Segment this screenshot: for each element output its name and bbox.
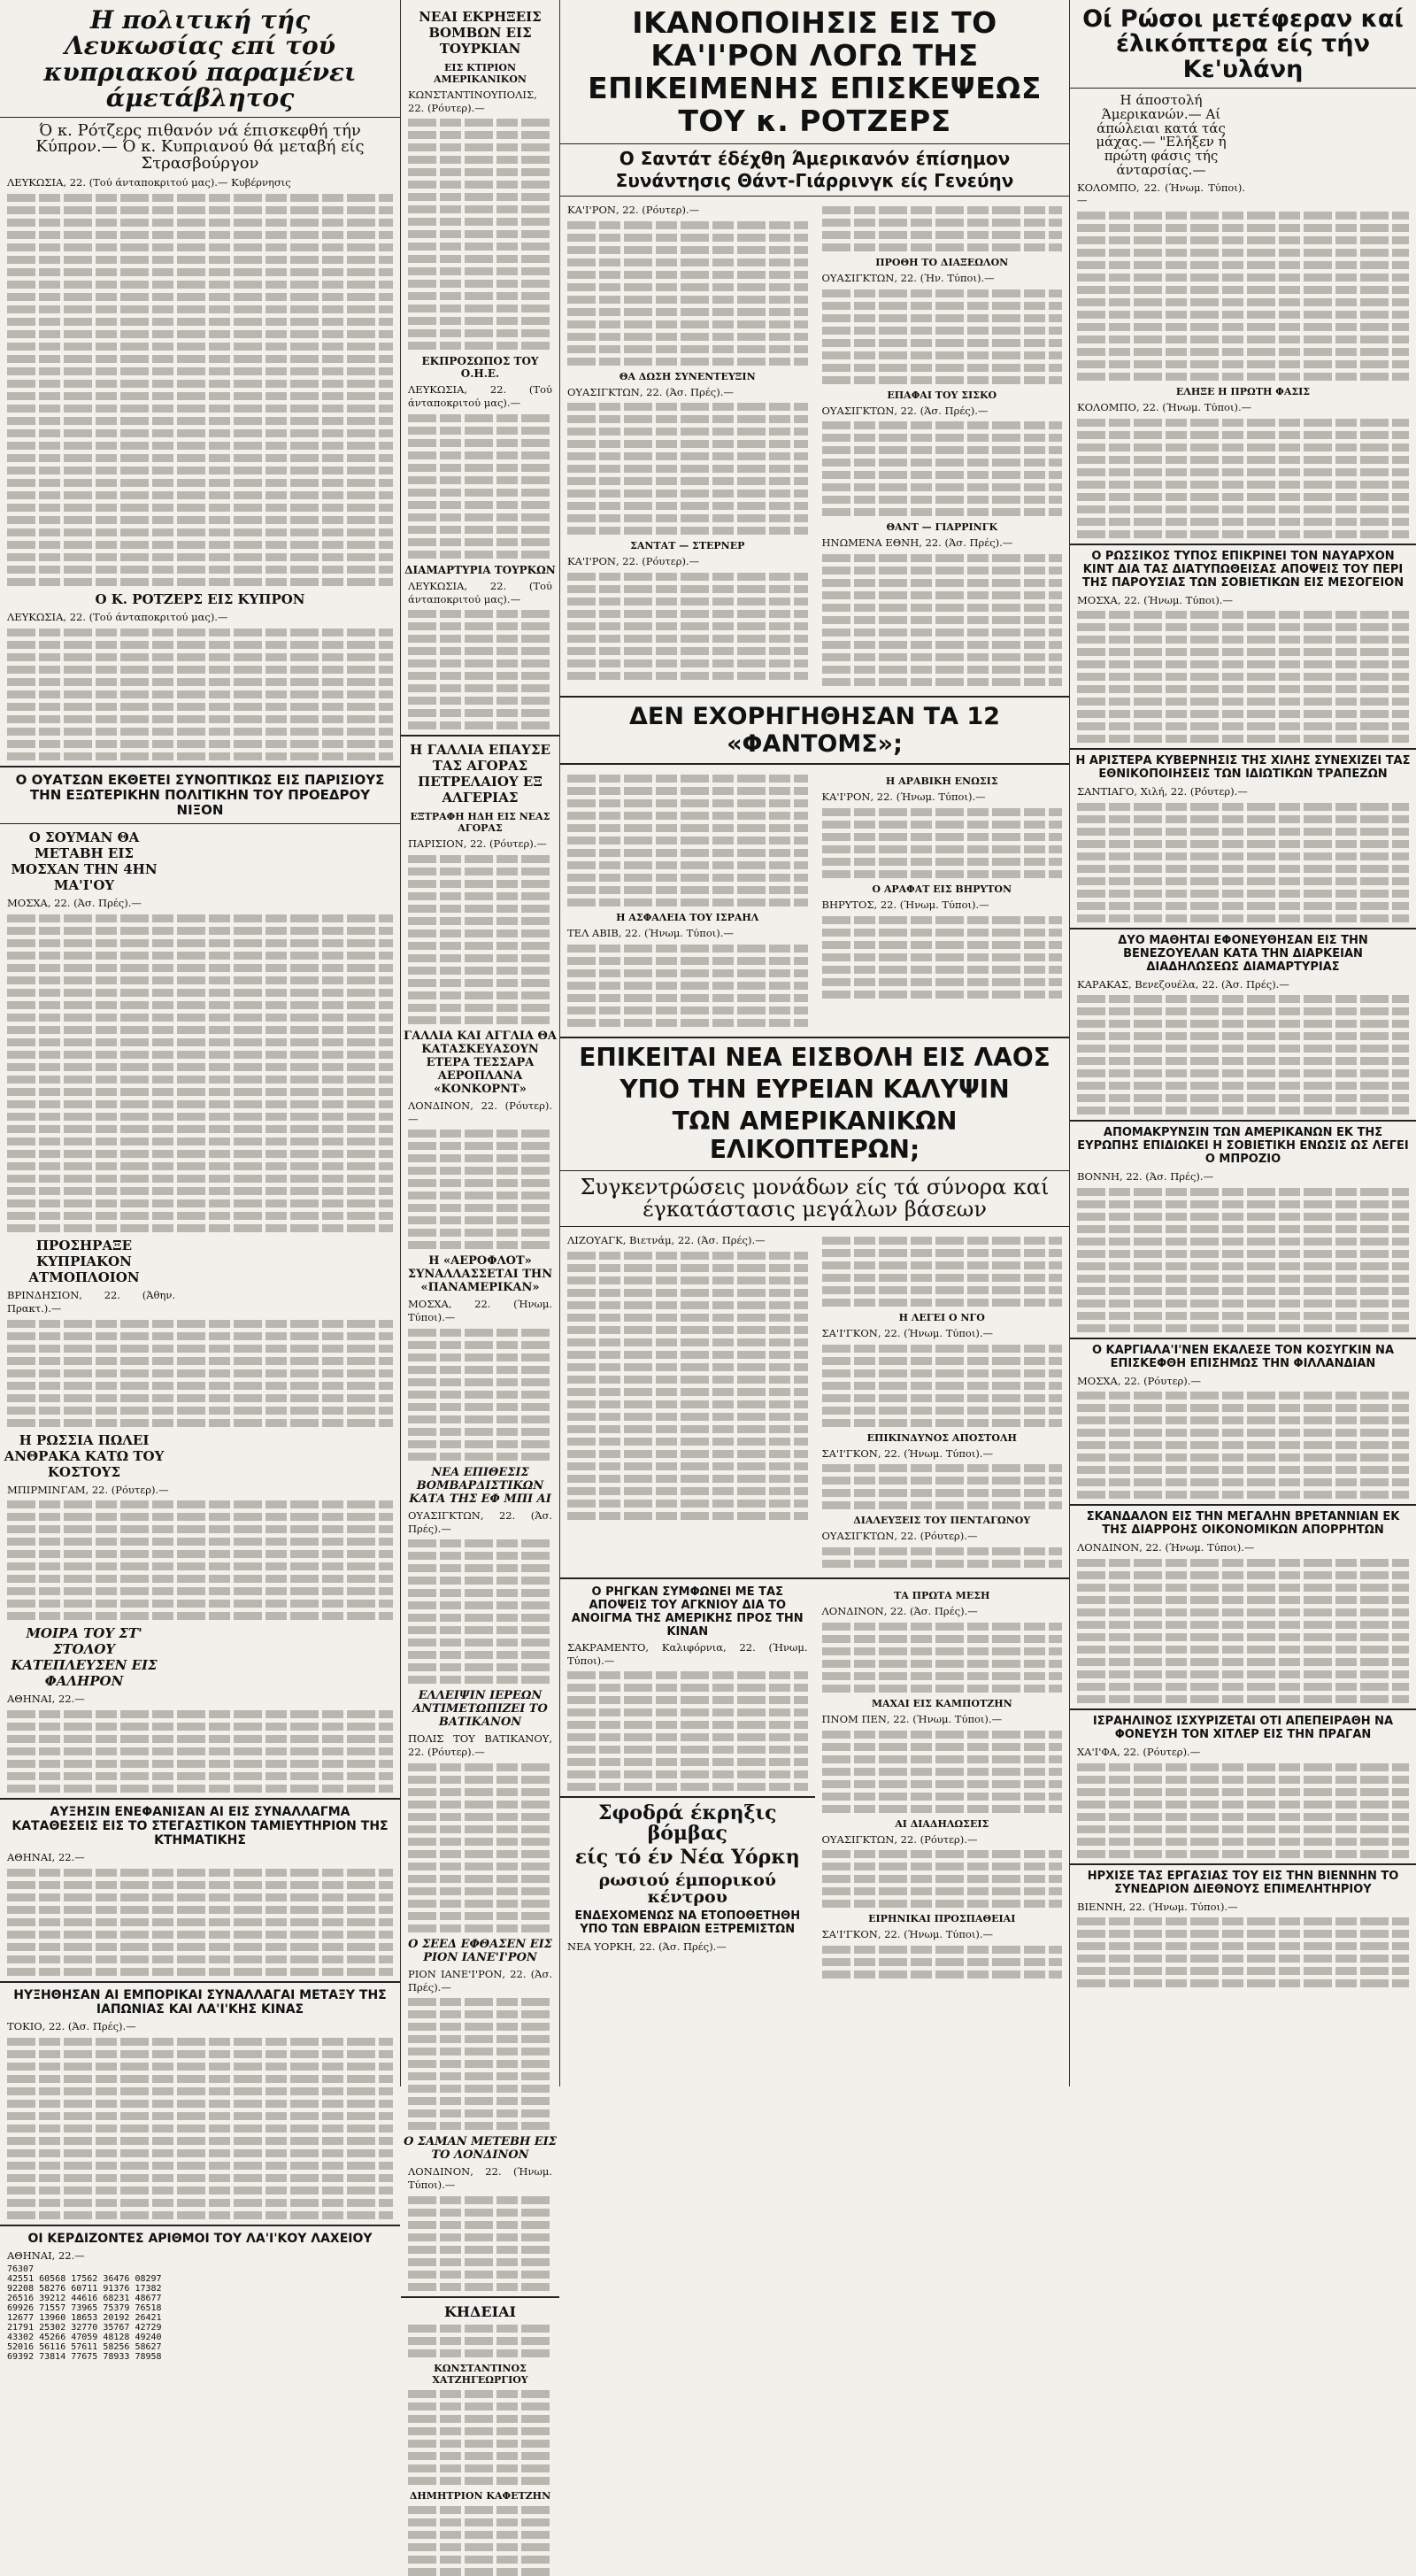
table-cell: 17562 bbox=[71, 2273, 98, 2284]
article-body bbox=[815, 1345, 1070, 1427]
section-heading: Ο ΣΕΕΔ ΕΦΘΑΣΕΝ ΕΙΣ ΡΙΟΝ ΙΑΝΕ'Ι'ΡΟΝ bbox=[408, 1937, 552, 1964]
article-body bbox=[1070, 1917, 1416, 1987]
section-dateline: ΟΥΑΣΙΓΚΤΩΝ, 22. (Άσ. Πρές).— bbox=[567, 385, 734, 398]
section-dateline: ΛΟΝΔΙΝΟΝ, 22. (Ήνωμ. Τύποι).— bbox=[1077, 1541, 1255, 1554]
section-dateline: ΒΟΝΝΗ, 22. (Άσ. Πρές).— bbox=[1077, 1170, 1214, 1184]
banner2-line-1: ΕΠΙΚΕΙΤΑΙ ΝΕΑ ΕΙΣΒΟΛΗ ΕΙΣ ΛΑΟΣ bbox=[579, 1042, 1050, 1072]
col1-subhead: Ό κ. Ρότζερς πιθανόν νά έπισκεφθή τήν Κύπρον.— Ό κ. Κυπριανού θά μεταβή είς Στρασβούργον bbox=[35, 120, 365, 174]
wide-heading: ΗΡΧΙΣΕ ΤΑΣ ΕΡΓΑΣΙΑΣ ΤΟΥ ΕΙΣ ΤΗΝ ΒΙΕΝΝΗΝ ΤΟ ΣΥΝΕΔΡΙΟΝ ΔΙΕΘΝΟΥΣ ΕΠΙΜΕΛΗΤΗΡΙΟΥ bbox=[1087, 1869, 1399, 1896]
section-dateline: ΣΑ'Ι'ΓΚΟΝ, 22. (Ήνωμ. Τύποι).— bbox=[821, 1928, 994, 1941]
table-cell: 78933 bbox=[103, 2351, 130, 2362]
section-heading: ΕΛΛΕΙΨΙΝ ΙΕΡΕΩΝ ΑΝΤΙΜΕΤΩΠΙΖΕΙ ΤΟ ΒΑΤΙΚΑΝΟΝ bbox=[412, 1689, 548, 1730]
table-cell: 49240 bbox=[135, 2332, 162, 2342]
section-dateline: ΧΑ'Ι'ΦΑ, 22. (Ρόυτερ).— bbox=[1077, 1745, 1201, 1758]
section-dateline: ΑΘΗΝΑΙ, 22.— bbox=[7, 1851, 85, 1864]
section-heading: ΜΑΧΑΙ ΕΙΣ ΚΑΜΠΟΤΖΗΝ bbox=[871, 1697, 1012, 1709]
table-row bbox=[7, 2323, 167, 2333]
section-dateline: ΣΑΝΤΙΑΓΟ, Χιλή, 22. (Ρόυτερ).— bbox=[1077, 785, 1248, 798]
section-dateline: ΡΙΟΝ ΙΑΝΕ'Ι'ΡΟΝ, 22. (Άσ. Πρές).— bbox=[408, 1967, 552, 1994]
article-body bbox=[560, 775, 815, 906]
article-body bbox=[1070, 803, 1416, 922]
section-heading: Η ΛΕΓΕΙ Ο ΝΓΟ bbox=[898, 1311, 985, 1323]
article-body bbox=[401, 414, 559, 559]
article-body bbox=[0, 2038, 400, 2219]
table-cell: 56116 bbox=[39, 2341, 66, 2352]
section-dateline: ΚΑΡΑΚΑΣ, Βενεζουέλα, 22. (Άσ. Πρές).— bbox=[1077, 977, 1289, 991]
banner2-line-3: ΤΩΝ ΑΜΕΡΙΚΑΝΙΚΩΝ ΕΛΙΚΟΠΤΕΡΩΝ; bbox=[672, 1107, 958, 1165]
table-cell: 91376 bbox=[103, 2283, 130, 2294]
article-body bbox=[815, 1731, 1070, 1813]
article-body bbox=[1070, 1392, 1416, 1499]
table-cell: 73814 bbox=[39, 2351, 66, 2362]
wide-heading: ΟΙ ΚΕΡΔΙΖΟΝΤΕΣ ΑΡΙΘΜΟΙ ΤΟΥ ΛΑ'Ι'ΚΟΥ ΛΑΧΕΙΟΥ bbox=[27, 2231, 373, 2246]
section-heading: ΜΟΙΡΑ ΤΟΥ ΣΤ' ΣΤΟΛΟΥ ΚΑΤΕΠΛΕΥΣΕΝ ΕΙΣ ΦΑΛΗΡΟΝ bbox=[11, 1625, 158, 1690]
article-body bbox=[401, 119, 559, 350]
banner-headline: ΔΕΝ ΕΧΟΡΗΓΗΘΗΣΑΝ ΤΑ 12 «ΦΑΝΤΟΜΣ»; bbox=[629, 702, 1000, 759]
table-row bbox=[7, 2264, 167, 2274]
table-cell: 60568 bbox=[39, 2273, 66, 2284]
section-dateline: ΒΙΕΝΝΗ, 22. (Ήνωμ. Τύποι).— bbox=[1077, 1900, 1238, 1913]
table-row bbox=[7, 2274, 167, 2284]
section-dateline: ΛΙΖΟΥΑΓΚ, Βιετνάμ, 22. (Άσ. Πρές).— bbox=[567, 1233, 766, 1246]
table-cell: 32770 bbox=[71, 2322, 98, 2333]
article-body bbox=[815, 916, 1070, 999]
section-dateline: ΠΑΡΙΣΙΟΝ, 22. (Ρόυτερ).— bbox=[408, 837, 547, 851]
table-cell: 47059 bbox=[71, 2332, 98, 2342]
section-heading: ΓΑΛΛΙΑ ΚΑΙ ΑΓΓΛΙΑ ΘΑ ΚΑΤΑΣΚΕΥΑΣΟΥΝ ΕΤΕΡΑ ΤΕΣΣΑΡΑ ΑΕΡΟΠΛΑΝΑ «ΚΟΝΚΟΡΝΤ» bbox=[404, 1030, 557, 1097]
article-body bbox=[0, 194, 400, 586]
table-cell bbox=[135, 2264, 166, 2274]
section-heading: ΑΙ ΔΙΑΔΗΛΩΣΕΙΣ bbox=[895, 1817, 989, 1830]
article-body bbox=[560, 945, 815, 1027]
section-dateline: ΒΗΡΥΤΟΣ, 22. (Ήνωμ. Τύποι).— bbox=[821, 898, 989, 911]
article-body bbox=[815, 1623, 1070, 1693]
section-dateline: ΣΑ'Ι'ΓΚΟΝ, 22. (Ήνωμ. Τύποι).— bbox=[821, 1326, 994, 1339]
section-heading: ΝΕΑ ΕΠΙΘΕΣΙΣ ΒΟΜΒΑΡΔΙΣΤΙΚΩΝ ΚΑΤΑ ΤΗΣ ΕΦ ΜΠΙ ΑΙ bbox=[409, 1465, 551, 1506]
article-body bbox=[401, 1763, 559, 1932]
article-body bbox=[560, 403, 815, 535]
section-heading: Η «ΑΕΡΟΦΛΟΤ» ΣΥΝΑΛΛΑΣΣΕΤΑΙ ΤΗΝ «ΠΑΝΑΜΕΡΙΚΑΝ» bbox=[407, 1254, 553, 1295]
table-cell: 42729 bbox=[135, 2322, 162, 2333]
article-body bbox=[560, 1252, 815, 1520]
column-4 bbox=[1070, 0, 1416, 2086]
article-body bbox=[815, 421, 1070, 516]
table-cell: 42551 bbox=[7, 2273, 35, 2284]
wide-heading: ΑΥΞΗΣΙΝ ΕΝΕΦΑΝΙΣΑΝ ΑΙ ΕΙΣ ΣΥΝΑΛΛΑΓΜΑ ΚΑΤΑΘΕΣΕΙΣ ΕΙΣ ΤΟ ΣΤΕΓΑΣΤΙΚΟΝ ΤΑΜΙΕΥΤΗΡΙΟΝ ΤΗΣ ΚΤΗΜΑΤΙΚΗΣ bbox=[12, 1805, 389, 1848]
section-heading: Ο ΣΟΥΜΑΝ ΘΑ ΜΕΤΑΒΗ ΕΙΣ ΜΟΣΧΑΝ ΤΗΝ 4ΗΝ ΜΑ'Ι'ΟΥ bbox=[11, 829, 158, 894]
article-body bbox=[815, 289, 1070, 384]
table-cell: 26421 bbox=[135, 2312, 162, 2323]
section-dateline: ΠΝΟΜ ΠΕΝ, 22. (Ήνωμ. Τύποι).— bbox=[821, 1712, 1003, 1725]
article-body bbox=[1070, 1763, 1416, 1858]
section-dateline: ΜΟΣΧΑ, 22. (Άσ. Πρές).— bbox=[7, 897, 142, 910]
column-2 bbox=[401, 0, 559, 2502]
table-cell: 43302 bbox=[7, 2332, 35, 2342]
table-row bbox=[7, 2313, 167, 2323]
col1-dateline: ΛΕΥΚΩΣΙΑ, 22. (Τού άνταποκριτού μας).— Κυβέρνησις bbox=[7, 176, 291, 189]
table-cell: 60711 bbox=[71, 2283, 98, 2294]
section-dateline: ΛΟΝΔΙΝΟΝ, 22. (Ρόυτερ).— bbox=[408, 1099, 552, 1125]
article-body bbox=[815, 554, 1070, 686]
article-body bbox=[401, 1998, 559, 2130]
table-row bbox=[7, 2352, 167, 2362]
section-heading: ΕΠΑΦΑΙ ΤΟΥ ΣΙΣΚΟ bbox=[887, 389, 997, 401]
table-cell: 76518 bbox=[135, 2302, 162, 2313]
section-heading: Ο ΣΑΜΑΝ ΜΕΤΕΒΗ ΕΙΣ ΤΟ ΛΟΝΔΙΝΟΝ bbox=[404, 2135, 557, 2163]
bomb-subhead: ΕΝΔΕΧΟΜΕΝΩΣ ΝΑ ΕΤΟΠΟΘΕΤΗΘΗ ΥΠΟ ΤΩΝ ΕΒΡΑΙΩΝ ΕΞΤΡΕΜΙΣΤΩΝ bbox=[574, 1909, 801, 1937]
table-cell: 76307 bbox=[7, 2264, 35, 2274]
section-dateline: ΟΥΑΣΙΓΚΤΩΝ, 22. (Άσ. Πρές).— bbox=[408, 1508, 552, 1535]
article-body bbox=[1070, 1188, 1416, 1332]
wide-heading: ΔΥΟ ΜΑΘΗΤΑΙ ΕΦΟΝΕΥΘΗΣΑΝ ΕΙΣ ΤΗΝ ΒΕΝΕΖΟΥΕΛΑΝ ΚΑΤΑ ΤΗΝ ΔΙΑΡΚΕΙΑΝ ΔΙΑΔΗΛΩΣΕΩΣ ΔΙΑΜΑΡΤΥΡΙΑΣ bbox=[1118, 933, 1368, 974]
article-body bbox=[1070, 1559, 1416, 1703]
article-body bbox=[815, 1946, 1070, 1978]
section-heading: ΘΑΝΤ — ΓΙΑΡΡΙΝΓΚ bbox=[886, 521, 998, 534]
article-body bbox=[815, 808, 1070, 878]
article-body bbox=[815, 1464, 1070, 1509]
wide-heading: Ο ΟΥΑΤΣΩΝ ΕΚΘΕΤΕΙ ΣΥΝΟΠΤΙΚΩΣ ΕΙΣ ΠΑΡΙΣΙΟΥΣ ΤΗΝ ΕΞΩΤΕΡΙΚΗΝ ΠΟΛΙΤΙΚΗΝ ΤΟΥ ΠΡΟΕΔΡΟΥ ΝΙΞΟΝ bbox=[15, 771, 385, 819]
article-body bbox=[815, 1547, 1070, 1568]
table-cell: 36476 bbox=[103, 2273, 130, 2284]
bomb-headline-3: ρωσιού έμπορικού κέντρου bbox=[598, 1870, 776, 1908]
article-body bbox=[401, 1329, 559, 1461]
article-body bbox=[401, 1130, 559, 1249]
table-cell: 44616 bbox=[71, 2293, 98, 2303]
table-row bbox=[7, 2342, 167, 2352]
article-body bbox=[401, 2390, 559, 2485]
table-cell: 58256 bbox=[103, 2341, 130, 2352]
section-heading: ΣΑΝΤΑΤ — ΣΤΕΡΝΕΡ bbox=[630, 540, 745, 552]
table-cell: 71557 bbox=[39, 2302, 66, 2313]
article-body bbox=[560, 573, 815, 680]
wide-heading: Ο ΡΩΣΣΙΚΟΣ ΤΥΠΟΣ ΕΠΙΚΡΙΝΕΙ ΤΟΝ ΝΑΥΑΡΧΟΝ ΚΙΝΤ ΔΙΑ ΤΑΣ ΔΙΑΤΥΠΩΘΕΙΣΑΣ ΑΠΟΨΕΙΣ ΤΟΥ ΠΕΡΙ ΤΗΣ ΠΑΡΟΥΣΙΑΣ ΤΩΝ ΣΟΒΙΕΤΙΚΩΝ ΕΙΣ ΜΕΣΟΓΕΙΟΝ bbox=[1081, 549, 1404, 590]
article-body bbox=[815, 1237, 1070, 1307]
article-body bbox=[1070, 419, 1416, 538]
section-heading: Ο Κ. ΡΟΤΖΕΡΣ ΕΙΣ ΚΥΠΡΟΝ bbox=[95, 590, 305, 607]
table-cell: 25302 bbox=[39, 2322, 66, 2333]
main-subhead-2: Συνάντησις Θάντ-Γιάρρινγκ είς Γενεύην bbox=[615, 169, 1014, 191]
wide-heading: Η ΑΡΙΣΤΕΡΑ ΚΥΒΕΡΝΗΣΙΣ ΤΗΣ ΧΙΛΗΣ ΣΥΝΕΧΙΖΕΙ ΤΑΣ ΕΘΝΙΚΟΠΟΙΗΣΕΙΣ ΤΩΝ ΙΔΙΩΤΙΚΩΝ ΤΡΑΠΕΖΩΝ bbox=[1075, 754, 1411, 782]
section-heading: ΝΕΑΙ ΕΚΡΗΞΕΙΣ ΒΟΜΒΩΝ ΕΙΣ ΤΟΥΡΚΙΑΝ bbox=[419, 9, 542, 57]
table-cell: 26516 bbox=[7, 2293, 35, 2303]
section-heading: Η ΡΩΣΣΙΑ ΠΩΛΕΙ ΑΝΘΡΑΚΑ ΚΑΤΩ ΤΟΥ ΚΟΣΤΟΥΣ bbox=[4, 1431, 165, 1480]
section-dateline: ΚΑ'Ι'ΡΟΝ, 22. (Ρόυτερ).— bbox=[567, 555, 700, 568]
table-cell: 12677 bbox=[7, 2312, 35, 2323]
section-dateline: ΟΥΑΣΙΓΚΤΩΝ, 22. (Ήν. Τύποι).— bbox=[821, 271, 995, 284]
table-cell: 78958 bbox=[135, 2351, 162, 2362]
wide-heading: ΑΠΟΜΑΚΡΥΝΣΙΝ ΤΩΝ ΑΜΕΡΙΚΑΝΩΝ ΕΚ ΤΗΣ ΕΥΡΩΠΗΣ ΕΠΙΔΙΩΚΕΙ Η ΣΟΒΙΕΤΙΚΗ ΕΝΩΣΙΣ ΩΣ ΛΕΓΕΙ Ο ΜΠΡΟΖΙΟ bbox=[1077, 1126, 1409, 1167]
article-body bbox=[815, 1850, 1070, 1908]
section-dateline: ΚΑ'Ι'ΡΟΝ, 22. (Ρόυτερ).— bbox=[567, 203, 700, 216]
wide-heading: Ο ΡΗΓΚΑΝ ΣΥΜΦΩΝΕΙ ΜΕ ΤΑΣ ΑΠΟΨΕΙΣ ΤΟΥ ΑΓΚΝΙΟΥ ΔΙΑ ΤΟ ΑΝΟΙΓΜΑ ΤΗΣ ΑΜΕΡΙΚΗΣ ΠΡΟΣ ΤΗΝ ΚΙΝΑΝ bbox=[571, 1585, 804, 1639]
table-cell: 08297 bbox=[135, 2273, 162, 2284]
bomb-headline-2: είς τό έν Νέα Υόρκη bbox=[574, 1846, 800, 1870]
article-body bbox=[815, 206, 1070, 251]
column-1 bbox=[0, 0, 400, 2362]
article-body bbox=[560, 221, 815, 366]
article-body bbox=[1070, 611, 1416, 743]
section-heading: ΔΙΑΛΕΥΞΕΙΣ ΤΟΥ ΠΕΝΤΑΓΩΝΟΥ bbox=[853, 1515, 1031, 1527]
section-dateline: ΛΕΥΚΩΣΙΑ, 22. (Τού άνταποκριτού μας).— bbox=[7, 610, 228, 623]
table-cell: 57611 bbox=[71, 2341, 98, 2352]
section-heading: ΔΙΑΜΑΡΤΥΡΙΑ ΤΟΥΡΚΩΝ bbox=[404, 563, 556, 576]
section-heading: ΚΗΔΕΙΑΙ bbox=[443, 2302, 516, 2320]
table-cell: 21791 bbox=[7, 2322, 35, 2333]
table-cell: 69392 bbox=[7, 2351, 35, 2362]
wide-heading: ΣΚΑΝΔΑΛΟΝ ΕΙΣ ΤΗΝ ΜΕΓΑΛΗΝ ΒΡΕΤΑΝΝΙΑΝ ΕΚ ΤΗΣ ΔΙΑΡΡΟΗΣ ΟΙΚΟΝΟΜΙΚΩΝ ΑΠΟΡΡΗΤΩΝ bbox=[1086, 1510, 1400, 1538]
obituary-name: ΔΗΜΗΤΡΙΟΝ ΚΑΦΕΤΖΗΝ bbox=[409, 2489, 551, 2502]
section-dateline: ΑΘΗΝΑΙ, 22.— bbox=[7, 1693, 85, 1706]
section-dateline: ΛΟΝΔΙΝΟΝ, 22. (Άσ. Πρές).— bbox=[821, 1605, 978, 1618]
section-dateline: ΛΕΥΚΩΣΙΑ, 22. (Τού άνταποκριτού μας).— bbox=[408, 383, 552, 410]
table-cell: 48128 bbox=[103, 2332, 130, 2342]
section-dateline: ΑΘΗΝΑΙ, 22.— bbox=[7, 2249, 85, 2263]
section-heading: ΤΑ ΠΡΩΤΑ ΜΕΣΗ bbox=[894, 1590, 990, 1602]
table-cell: 35767 bbox=[103, 2322, 130, 2333]
wide-heading: Ο ΚΑΡΓΙΑΛΑ'Ι'ΝΕΝ ΕΚΑΛΕΣΕ ΤΟΝ ΚΟΣΥΓΚΙΝ ΝΑ ΕΠΙΣΚΕΦΘΗ ΕΠΙΣΗΜΩΣ ΤΗΝ ΦΙΛΛΑΝΔΙΑΝ bbox=[1091, 1343, 1395, 1370]
section-dateline: ΜΟΣΧΑ, 22. (Ήνωμ. Τύποι).— bbox=[1077, 593, 1233, 606]
table-row bbox=[7, 2294, 167, 2303]
section-dateline: ΤΕΛ ΑΒΙΒ, 22. (Ήνωμ. Τύποι).— bbox=[567, 927, 734, 940]
table-cell bbox=[71, 2264, 103, 2274]
section-heading: ΘΑ ΔΩΣΗ ΣΥΝΕΝΤΕΥΞΙΝ bbox=[619, 370, 756, 382]
section-heading: ΠΡΟΘΗ ΤΟ ΔΙΑΞΕΩΛΟΝ bbox=[875, 256, 1009, 268]
table-row bbox=[7, 2284, 167, 2294]
table-cell bbox=[103, 2264, 135, 2274]
article-body bbox=[1070, 995, 1416, 1114]
section-dateline: ΜΟΣΧΑ, 22. (Ήνωμ. Τύποι).— bbox=[408, 1298, 552, 1324]
table-cell: 20192 bbox=[103, 2312, 130, 2323]
section-kicker: ΕΞΤΡΑΦΗ ΗΔΗ ΕΙΣ ΝΕΑΣ ΑΓΟΡΑΣ bbox=[410, 811, 550, 835]
article-body bbox=[401, 1539, 559, 1684]
section-heading: ΕΛΗΞΕ Η ΠΡΩΤΗ ΦΑΣΙΣ bbox=[1175, 385, 1311, 397]
bomb-headline-1: Σφοδρά έκρηξις βόμβας bbox=[597, 1801, 777, 1846]
table-cell: 77675 bbox=[71, 2351, 98, 2362]
section-kicker: ΕΙΣ ΚΤΙΡΙΟΝ ΑΜΕΡΙΚΑΝΙΚΟΝ bbox=[433, 62, 527, 85]
article-body bbox=[0, 1320, 400, 1427]
section-dateline: ΛΟΝΔΙΝΟΝ, 22. (Ήνωμ. Τύποι).— bbox=[408, 2165, 552, 2191]
table-cell: 18653 bbox=[71, 2312, 98, 2323]
section-dateline: ΚΩΝΣΤΑΝΤΙΝΟΥΠΟΛΙΣ, 22. (Ρόυτερ).— bbox=[408, 89, 537, 114]
section-dateline: ΛΕΥΚΩΣΙΑ, 22. (Τού άνταποκριτού μας).— bbox=[408, 579, 552, 605]
table-cell: 13960 bbox=[39, 2312, 66, 2323]
section-dateline: ΜΠΙΡΜΙΝΓΑΜ, 22. (Ρόυτερ).— bbox=[7, 1483, 169, 1496]
section-dateline: ΚΟΛΟΜΠΟ, 22. (Ήνωμ. Τύποι).— bbox=[1077, 181, 1245, 207]
article-body bbox=[401, 2325, 559, 2357]
section-dateline: ΟΥΑΣΙΓΚΤΩΝ, 22. (Ρόυτερ).— bbox=[821, 1832, 978, 1846]
table-cell: 52016 bbox=[7, 2341, 35, 2352]
banner2-subhead: Συγκεντρώσεις μονάδων είς τά σύνορα καί έγκατάστασις μεγάλων βάσεων bbox=[580, 1174, 1050, 1222]
table-cell bbox=[39, 2264, 71, 2274]
section-dateline: ΠΟΛΙΣ ΤΟΥ ΒΑΤΙΚΑΝΟΥ, 22. (Ρόυτερ).— bbox=[408, 1732, 552, 1759]
column-3 bbox=[560, 0, 1069, 2086]
section-dateline: ΟΥΑΣΙΓΚΤΩΝ, 22. (Ρόυτερ).— bbox=[821, 1530, 978, 1543]
table-cell: 68231 bbox=[103, 2293, 130, 2303]
section-dateline: ΤΟΚΙΟ, 22. (Άσ. Πρές).— bbox=[7, 2020, 136, 2033]
section-heading: ΕΚΠΡΟΣΩΠΟΣ ΤΟΥ Ο.Η.Ε. bbox=[421, 355, 539, 381]
article-body bbox=[401, 2506, 559, 2576]
main-headline: ΙΚΑΝΟΠΟΙΗΣΙΣ ΕΙΣ ΤΟ ΚΑ'Ι'ΡΟΝ ΛΟΓΩ ΤΗΣ ΕΠΙΚΕΙΜΕΝΗΣ ΕΠΙΣΚΕΨΕΩΣ ΤΟΥ κ. ΡΟΤΖΕΡΣ bbox=[588, 5, 1042, 138]
article-body bbox=[401, 610, 559, 729]
section-dateline: ΗΝΩΜΕΝΑ ΕΘΝΗ, 22. (Άσ. Πρές).— bbox=[821, 536, 1013, 550]
table-cell: 58276 bbox=[39, 2283, 66, 2294]
section-heading: ΠΡΟΣΗΡΑΞΕ ΚΥΠΡΙΑΚΟΝ ΑΤΜΟΠΛΟΙΟΝ bbox=[28, 1238, 140, 1286]
section-heading: ΕΠΙΚΙΝΔΥΝΟΣ ΑΠΟΣΤΟΛΗ bbox=[866, 1431, 1017, 1444]
section-dateline: ΚΑ'Ι'ΡΟΝ, 22. (Ήνωμ. Τύποι).— bbox=[821, 791, 986, 804]
article-body bbox=[0, 1710, 400, 1793]
banner2-line-2: ΥΠΟ ΤΗΝ ΕΥΡΕΙΑΝ ΚΑΛΥΨΙΝ bbox=[620, 1074, 1010, 1104]
section-dateline: ΚΟΛΟΜΠΟ, 22. (Ήνωμ. Τύποι).— bbox=[1077, 400, 1252, 413]
table-cell: 39212 bbox=[39, 2293, 66, 2303]
lottery-table bbox=[7, 2264, 167, 2362]
section-dateline: ΒΡΙΝΔΗΣΙΟΝ, 22. (Άθην. Πρακτ.).— bbox=[7, 1289, 175, 1315]
wide-heading: ΗΥΞΗΘΗΣΑΝ ΑΙ ΕΜΠΟΡΙΚΑΙ ΣΥΝΑΛΛΑΓΑΙ ΜΕΤΑΞΥ ΤΗΣ ΙΑΠΩΝΙΑΣ ΚΑΙ ΛΑ'Ι'ΚΗΣ ΚΙΝΑΣ bbox=[13, 1988, 387, 2017]
article-body bbox=[401, 855, 559, 1024]
article-body bbox=[0, 914, 400, 1232]
section-heading: Ο ΑΡΑΦΑΤ ΕΙΣ ΒΗΡΥΤΟΝ bbox=[872, 883, 1012, 895]
article-body bbox=[560, 1671, 815, 1791]
table-row bbox=[7, 2303, 167, 2313]
section-dateline: ΟΥΑΣΙΓΚΤΩΝ, 22. (Άσ. Πρές).— bbox=[821, 404, 989, 417]
section-dateline: ΝΕΑ ΥΟΡΚΗ, 22. (Άσ. Πρές).— bbox=[567, 1940, 727, 1954]
col4-headline: Οί Ρώσοι μετέφεραν καί έλικόπτερα είς τήν Κε'υλάνη bbox=[1082, 5, 1404, 83]
col1-headline: Η πολιτική τής Λευκωσίας επί τού κυπριακού παραμένει άμετάβλητος bbox=[43, 5, 357, 113]
table-cell: 69926 bbox=[7, 2302, 35, 2313]
section-dateline: ΣΑΚΡΑΜΕΝΤΟ, Καλιφόρνια, 22. (Ήνωμ. Τύποι).— bbox=[567, 1640, 808, 1667]
wide-heading: ΙΣΡΑΗΛΙΝΟΣ ΙΣΧΥΡΙΖΕΤΑΙ ΟΤΙ ΑΠΕΠΕΙΡΑΘΗ ΝΑ ΦΟΝΕΥΣΗ ΤΟΝ ΧΙΤΛΕΡ ΕΙΣ ΤΗΝ ΠΡΑΓΑΝ bbox=[1092, 1715, 1394, 1741]
section-heading: ΕΙΡΗΝΙΚΑΙ ΠΡΟΣΠΑΘΕΙΑΙ bbox=[868, 1913, 1016, 1925]
table-cell: 75379 bbox=[103, 2302, 130, 2313]
section-heading: Η ΑΡΑΒΙΚΗ ΕΝΩΣΙΣ bbox=[885, 775, 998, 788]
section-dateline: ΜΟΣΧΑ, 22. (Ρόυτερ).— bbox=[1077, 1374, 1201, 1387]
article-body bbox=[0, 1869, 400, 1976]
col4-subhead: Η άποστολή Άμερικανών.— Αί άπώλειαι κατά τάς μάχας.— "Ελήξεν ή πρώτη φάσις τής άνταρσίας.— bbox=[1096, 92, 1227, 178]
obituary-name: ΚΩΝΣΤΑΝΤΙΝΟΣ ΧΑΤΖΗΓΕΩΡΓΙΟΥ bbox=[432, 2362, 528, 2386]
main-subhead-1: Ο Σαντάτ έδέχθη Άμερικανόν έπίσημον bbox=[619, 147, 1011, 169]
section-heading: Η ΓΑΛΛΙΑ ΕΠΑΥΣΕ ΤΑΣ ΑΓΟΡΑΣ ΠΕΤΡΕΛΑΙΟΥ ΕΞ ΑΛΓΕΡΙΑΣ bbox=[410, 742, 550, 806]
table-cell: 17382 bbox=[135, 2283, 162, 2294]
table-cell: 58627 bbox=[135, 2341, 162, 2352]
table-row bbox=[7, 2333, 167, 2342]
article-body bbox=[0, 629, 400, 760]
article-body bbox=[0, 1500, 400, 1620]
table-cell: 45266 bbox=[39, 2332, 66, 2342]
table-cell: 48677 bbox=[135, 2293, 162, 2303]
section-heading: Η ΑΣΦΑΛΕΙΑ ΤΟΥ ΙΣΡΑΗΛ bbox=[616, 912, 759, 924]
section-dateline: ΣΑ'Ι'ΓΚΟΝ, 22. (Ήνωμ. Τύποι).— bbox=[821, 1446, 994, 1460]
table-cell: 73965 bbox=[71, 2302, 98, 2313]
table-cell: 92208 bbox=[7, 2283, 35, 2294]
article-body bbox=[401, 2196, 559, 2291]
article-body bbox=[1070, 212, 1416, 381]
